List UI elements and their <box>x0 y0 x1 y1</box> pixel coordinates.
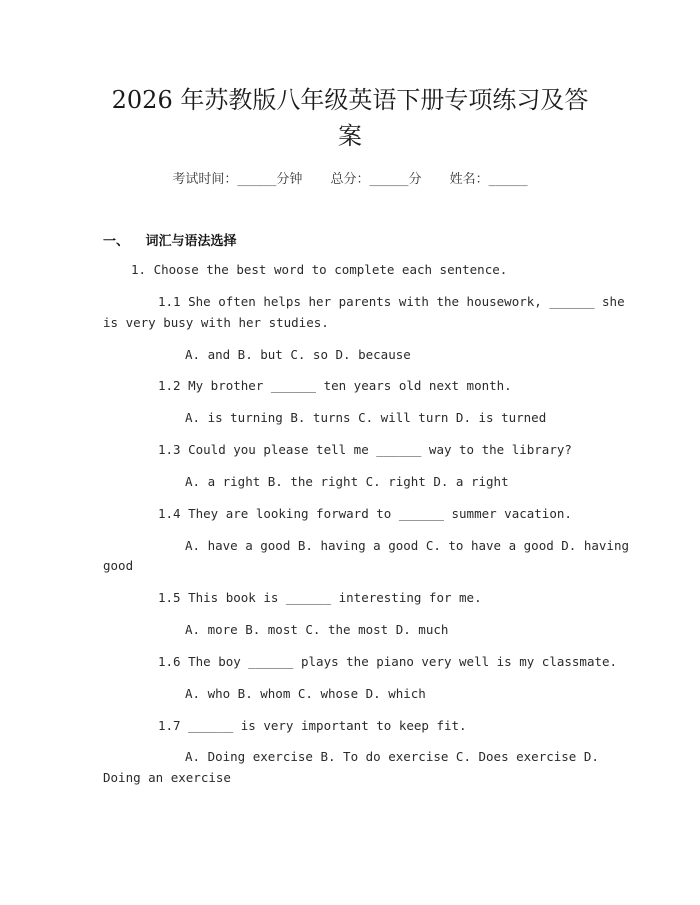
item-1-options: A. and B. but C. so D. because <box>185 347 411 362</box>
document-title-line2: 案 <box>338 122 362 150</box>
exam-time-field: 考试时间：______分钟 <box>172 172 303 187</box>
item-2-options: A. is turning B. turns C. will turn D. is turned <box>185 410 547 425</box>
item-4-options-line2: good <box>103 558 134 573</box>
item-4-stem: 1.4 They are looking forward to ______ summer vacation. <box>158 506 572 521</box>
section-heading <box>103 230 237 249</box>
exam-score-field: 总分：______分 <box>330 172 422 187</box>
item-4-options: A. have a good B. having a good C. to have a good D. having <box>185 538 630 553</box>
item-3-options: A. a right B. the right C. right D. a right <box>185 474 509 489</box>
exam-name-field: 姓名：______ <box>449 172 528 187</box>
item-1-stem-line1: 1.1 She often helps her parents with the housework, ______ she <box>158 294 625 309</box>
exam-meta <box>0 168 700 187</box>
item-6-options: A. who B. whom C. whose D. which <box>185 686 426 701</box>
item-6-stem: 1.6 The boy ______ plays the piano very well is my classmate. <box>158 654 618 669</box>
document-title-line1: 2026 年苏教版八年级英语下册专项练习及答 <box>111 86 589 114</box>
section-number: 一、 <box>103 234 130 249</box>
item-7-options: A. Doing exercise B. To do exercise C. Does exercise D. <box>185 749 599 764</box>
item-7-options-line2: Doing an exercise <box>103 770 231 785</box>
item-7-stem: 1.7 ______ is very important to keep fit. <box>158 718 467 733</box>
item-5-stem: 1.5 This book is ______ interesting for me. <box>158 590 482 605</box>
item-2-stem: 1.2 My brother ______ ten years old next month. <box>158 378 512 393</box>
question-instruction: 1. Choose the best word to complete each sentence. <box>131 262 508 277</box>
item-1-stem-line2: is very busy with her studies. <box>103 315 329 330</box>
item-5-options: A. more B. most C. the most D. much <box>185 622 449 637</box>
section-title: 词汇与语法选择 <box>145 234 237 249</box>
item-3-stem: 1.3 Could you please tell me ______ way to the library? <box>158 442 572 457</box>
